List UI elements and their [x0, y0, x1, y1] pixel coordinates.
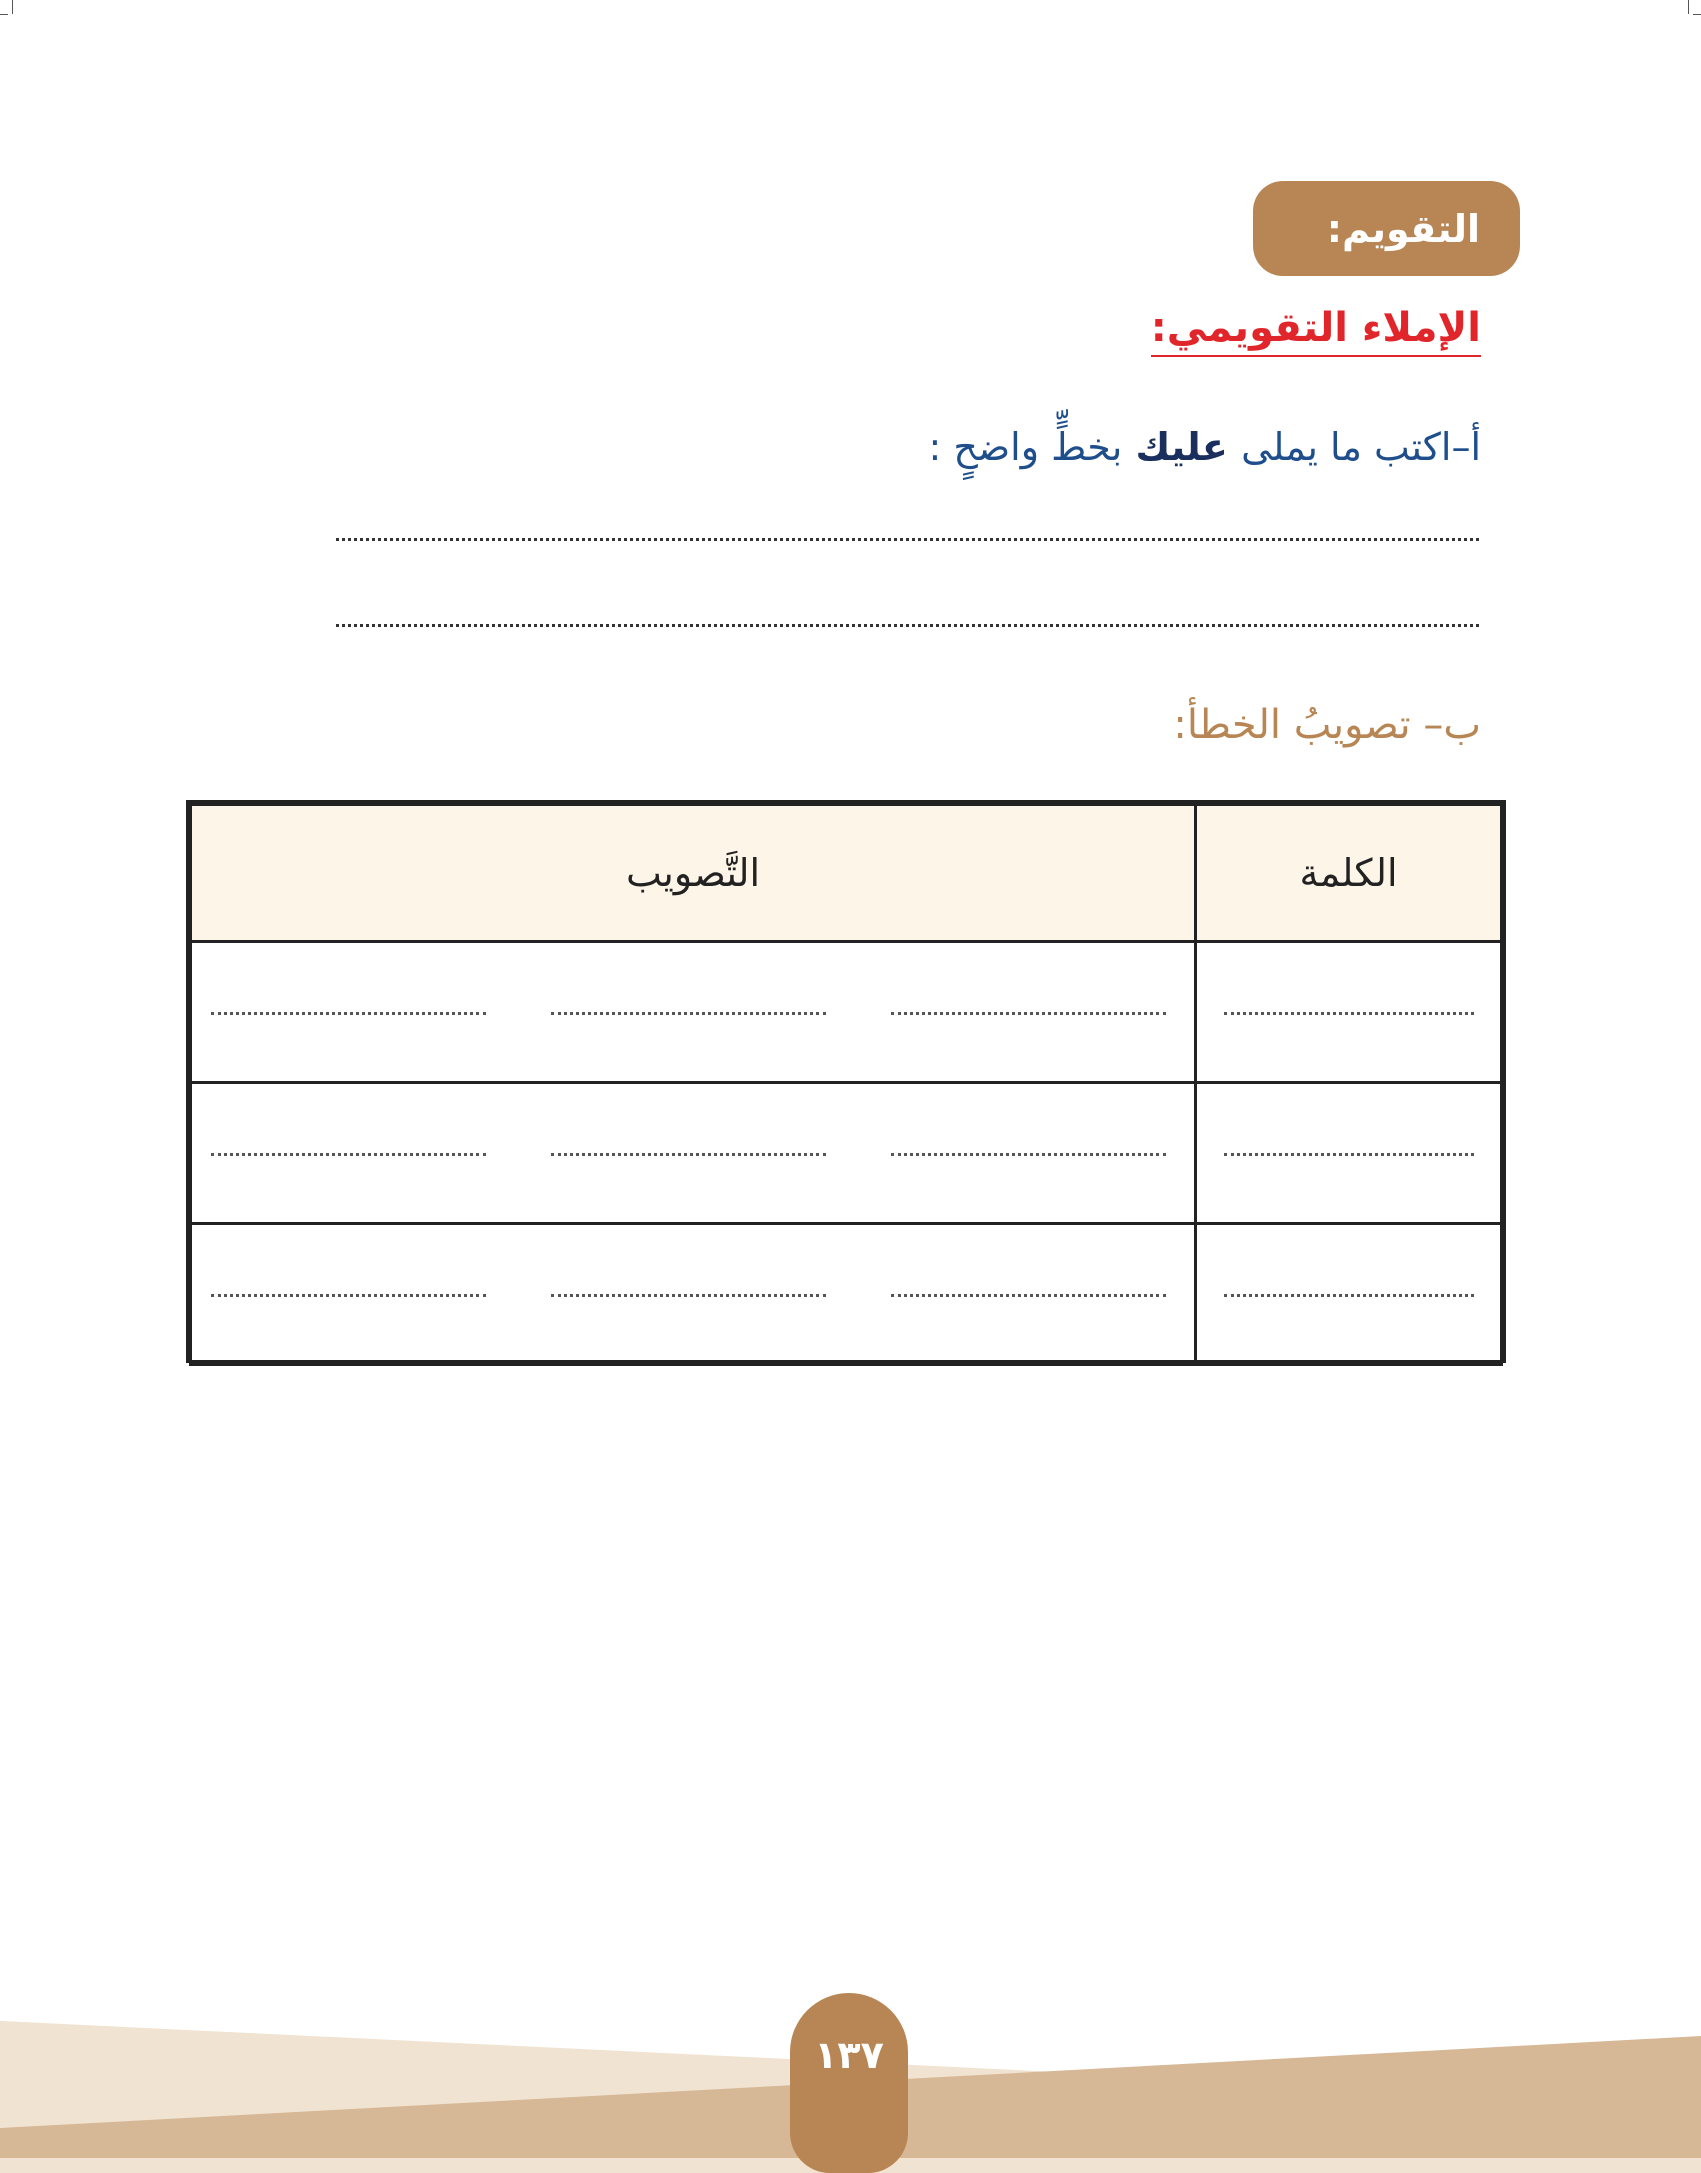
- writing-line-2[interactable]: [336, 624, 1479, 627]
- header-word: الكلمة: [1196, 805, 1502, 942]
- instruction-a-suffix: بخطٍّ واضحٍ :: [928, 425, 1123, 469]
- table-row: [191, 1224, 1502, 1365]
- section-header-label: التقويم:: [1326, 206, 1480, 251]
- correction-table: [186, 800, 1506, 1363]
- page-number: ١٣٧: [814, 2033, 884, 2077]
- correction-cell: [191, 1224, 1196, 1365]
- instruction-a-emphasis: عليك: [1122, 425, 1242, 469]
- instruction-a-prefix: أ–اكتب ما يملى: [1241, 425, 1481, 469]
- correction-blank-1[interactable]: [891, 1012, 1166, 1015]
- correction-blank-3[interactable]: [211, 1012, 486, 1015]
- section-header-badge: [1253, 181, 1520, 276]
- page-number-tab: [790, 1993, 908, 2173]
- crop-mark-top-left: [12, 0, 13, 14]
- instruction-a: [928, 425, 1481, 469]
- word-blank[interactable]: [1224, 1294, 1474, 1297]
- word-blank[interactable]: [1224, 1012, 1474, 1015]
- correction-blank-2[interactable]: [551, 1012, 826, 1015]
- correction-blank-2[interactable]: [551, 1294, 826, 1297]
- dictation-title: الإملاء التقويمي:: [1151, 305, 1481, 357]
- correction-blank-3[interactable]: [211, 1153, 486, 1156]
- word-cell: [1196, 1224, 1502, 1365]
- word-blank[interactable]: [1224, 1153, 1474, 1156]
- correction-blank-1[interactable]: [891, 1153, 1166, 1156]
- word-cell: [1196, 1083, 1502, 1224]
- table-row: [191, 942, 1502, 1083]
- table-row: [191, 1083, 1502, 1224]
- crop-mark-top-right: [1688, 0, 1689, 14]
- writing-line-1[interactable]: [336, 538, 1479, 541]
- correction-cell: [191, 942, 1196, 1083]
- correction-cell: [191, 1083, 1196, 1224]
- word-cell: [1196, 942, 1502, 1083]
- correction-blank-2[interactable]: [551, 1153, 826, 1156]
- correction-blank-3[interactable]: [211, 1294, 486, 1297]
- correction-blank-1[interactable]: [891, 1294, 1166, 1297]
- crop-mark-top-right-h: [1693, 14, 1701, 15]
- instruction-b: ب– تصويبُ الخطأ:: [1173, 702, 1481, 748]
- table-header-row: [191, 805, 1502, 942]
- crop-mark-top-left-h: [0, 14, 8, 15]
- header-correction: التَّصويب: [191, 805, 1196, 942]
